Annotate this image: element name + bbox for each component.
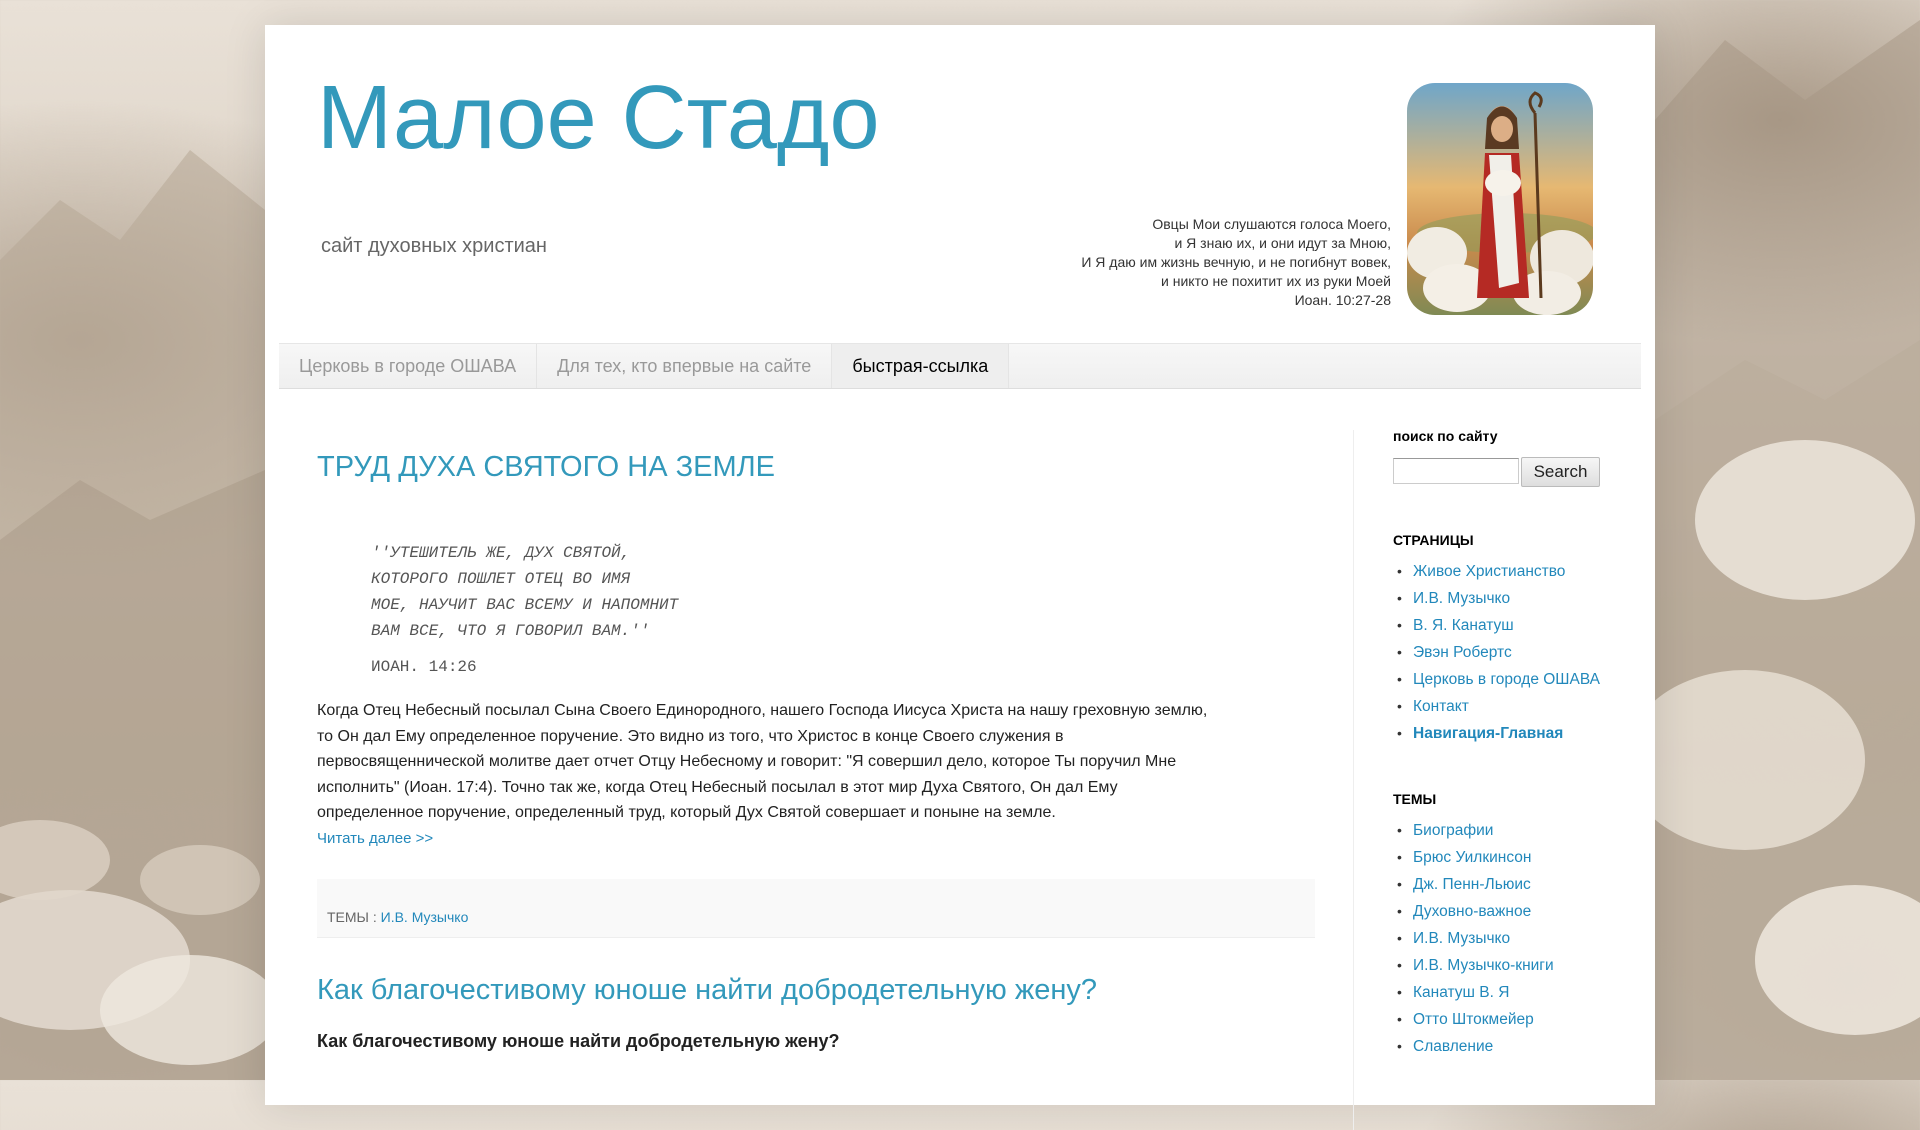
label-link[interactable]: И.В. Музычко [380, 909, 469, 925]
verse-line: МОЕ, НАУЧИТ ВАС ВСЕМУ И НАПОМНИТ [371, 596, 679, 614]
header [265, 25, 1655, 343]
list-item [1393, 956, 1623, 975]
labels-prefix: ТЕМЫ : [327, 909, 377, 925]
post-body-line: исполнить" (Иоан. 17:4). Точно так же, когда Отец Небесный посылал в этот мир Духа Святого, Он дал Ему [317, 778, 1118, 796]
tab-church-oshawa[interactable]: Церковь в городе ОШАВА [279, 344, 537, 388]
quote-line: и никто не похитит их из руки Моей [1161, 273, 1391, 289]
search-input[interactable] [1393, 458, 1519, 484]
verse-line: ВАМ ВСЕ, ЧТО Я ГОВОРИЛ ВАМ.'' [371, 622, 650, 640]
bullet-icon: • [1397, 644, 1402, 660]
bullet-icon: • [1397, 563, 1402, 579]
quote-line: И Я даю им жизнь вечную, и не погибнут вовек, [1081, 254, 1391, 270]
pages-widget-title: СТРАНИЦЫ [1393, 532, 1474, 548]
page-link[interactable]: Контакт [1413, 698, 1469, 715]
topic-link[interactable]: И.В. Музычко [1413, 930, 1511, 947]
post-body-line: определенное поручение, определенный труд, который Дух Святой совершает и поныне на земле. [317, 804, 1056, 821]
topic-link[interactable]: Канатуш В. Я [1413, 984, 1510, 1001]
post-body-line: первосвященнической молитве дает отчет Отцу Небесному и говорит: "Я совершил дело, которое Ты поручил Мне [317, 753, 1177, 770]
topics-widget [1393, 791, 1623, 1056]
search-widget-title: поиск по сайту [1393, 428, 1498, 444]
page-link[interactable]: Навигация-Главная [1413, 725, 1564, 742]
search-button[interactable]: Search [1521, 457, 1600, 487]
list-item [1393, 562, 1623, 581]
post-body [317, 698, 1317, 851]
bullet-icon: • [1397, 617, 1402, 633]
tab-quick-link[interactable]: быстрая-ссылка [832, 344, 1009, 388]
sidebar [1393, 428, 1623, 1064]
quote-line: Овцы Мои слушаются голоса Моего, [1152, 216, 1391, 232]
verse-line: КОТОРОГО ПОШЛЕТ ОТЕЦ ВО ИМЯ [371, 570, 631, 588]
list-item [1393, 1010, 1623, 1029]
topic-link[interactable]: Брюс Уилкинсон [1413, 849, 1532, 866]
list-item [1393, 670, 1603, 689]
tab-first-time-visitors[interactable]: Для тех, кто впервые на сайте [537, 344, 832, 388]
list-item [1393, 848, 1623, 867]
topic-link[interactable]: Славление [1413, 1038, 1494, 1055]
post-body-line: Когда Отец Небесный посылал Сына Своего Единородного, нашего Господа Иисуса Христа на нашу греховную землю, [317, 702, 1208, 719]
site-title[interactable]: Малое Стадо [317, 68, 880, 168]
list-item [1393, 875, 1623, 894]
list-item [1393, 589, 1623, 608]
sidebar-divider [1353, 430, 1354, 1130]
verse-reference: ИОАН. 14:26 [371, 658, 477, 676]
page-link[interactable]: И.В. Музычко [1413, 590, 1511, 607]
list-item [1393, 821, 1623, 840]
bullet-icon: • [1397, 590, 1402, 606]
verse-line: ''УТЕШИТЕЛЬ ЖЕ, ДУХ СВЯТОЙ, [371, 544, 631, 562]
list-item [1393, 724, 1623, 743]
header-quote [971, 215, 1391, 310]
topic-link[interactable]: Дж. Пенн-Льюис [1413, 876, 1531, 893]
topic-link[interactable]: И.В. Музычко-книги [1413, 957, 1554, 974]
topics-list [1393, 821, 1623, 1056]
bullet-icon: • [1397, 1011, 1402, 1027]
list-item [1393, 697, 1623, 716]
post-footer [317, 879, 1315, 938]
content-outer [265, 25, 1655, 1105]
topic-link[interactable]: Биографии [1413, 822, 1494, 839]
topic-link[interactable]: Духовно-важное [1413, 903, 1532, 920]
list-item [1393, 1037, 1623, 1056]
search-form [1393, 458, 1623, 488]
post-labels [327, 909, 468, 925]
bullet-icon: • [1397, 698, 1402, 714]
site-description: сайт духовных христиан [321, 235, 547, 257]
quote-line: и Я знаю их, и они идут за Мною, [1174, 235, 1391, 251]
pages-list [1393, 562, 1623, 743]
quote-reference: Иоан. 10:27-28 [1294, 292, 1391, 308]
bullet-icon: • [1397, 876, 1402, 892]
pages-widget [1393, 532, 1623, 743]
topics-widget-title: ТЕМЫ [1393, 791, 1437, 807]
page-tabs [279, 343, 1641, 389]
page-link[interactable]: Живое Христианство [1413, 563, 1566, 580]
bullet-icon: • [1397, 725, 1402, 741]
page-link[interactable]: В. Я. Канатуш [1413, 617, 1514, 634]
post-verse [371, 540, 1317, 644]
list-item [1393, 616, 1623, 635]
bullet-icon: • [1397, 930, 1402, 946]
post-body-line: то Он дал Ему определенное поручение. Это видно из того, что Христос в конце Своего служения в [317, 727, 1064, 745]
page-link[interactable]: Церковь в городе ОШАВА [1413, 671, 1601, 688]
post-title[interactable]: Как благочестивому юноше найти добродетельную жену? [317, 974, 1098, 1006]
list-item [1393, 902, 1623, 921]
bullet-icon: • [1397, 984, 1402, 1000]
page-link[interactable]: Эвэн Робертс [1413, 644, 1512, 661]
bullet-icon: • [1397, 957, 1402, 973]
bullet-icon: • [1397, 849, 1402, 865]
background-photo-right [1655, 0, 1920, 1080]
bullet-icon: • [1397, 1038, 1402, 1054]
bullet-icon: • [1397, 671, 1402, 687]
post-subtitle: Как благочестивому юноше найти добродетельную жену? [317, 1031, 840, 1051]
bullet-icon: • [1397, 822, 1402, 838]
shepherd-image [1407, 83, 1593, 315]
main-column [317, 425, 1317, 1052]
post-title[interactable]: ТРУД ДУХА СВЯТОГО НА ЗЕМЛЕ [317, 451, 776, 483]
bullet-icon: • [1397, 903, 1402, 919]
list-item [1393, 643, 1623, 662]
read-more-link[interactable]: Читать далее >> [317, 829, 434, 847]
list-item [1393, 983, 1623, 1002]
topic-link[interactable]: Отто Штокмейер [1413, 1011, 1534, 1028]
list-item [1393, 929, 1623, 948]
background-photo-left [0, 0, 265, 1080]
